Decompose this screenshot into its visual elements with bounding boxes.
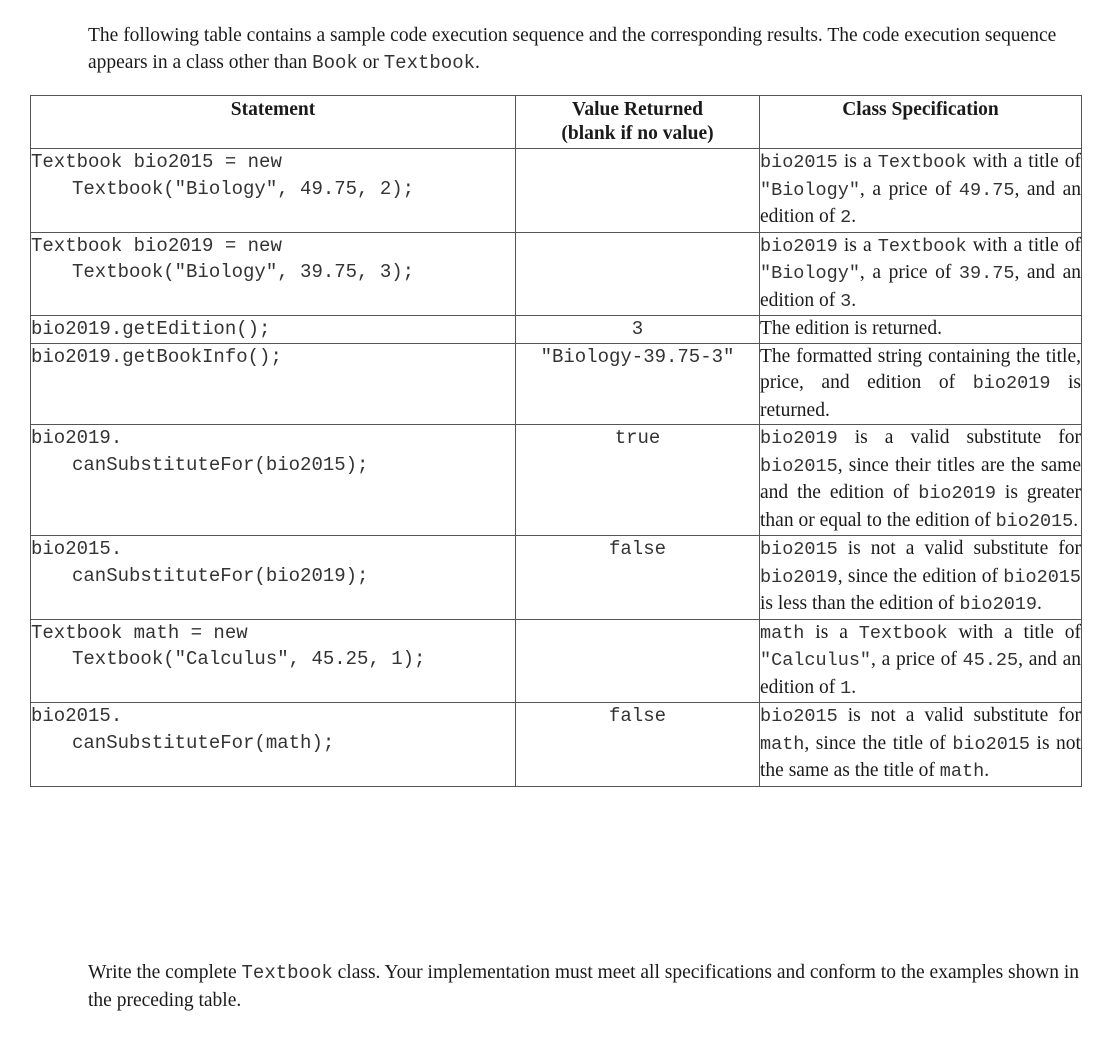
table-header-row	[31, 96, 1082, 149]
spec-text: The formatted string containing the title, price, and edition of	[760, 345, 1081, 393]
spec-code: Textbook	[858, 622, 948, 644]
outro-paragraph	[88, 959, 1083, 1015]
spec-code: Textbook	[877, 235, 967, 257]
value-returned-cell	[516, 232, 760, 316]
spec-text: is a valid substitute for	[837, 427, 1081, 448]
statement-cell	[31, 703, 516, 787]
spec-code: bio2019	[972, 373, 1051, 394]
spec-text: .	[984, 760, 990, 781]
intro-or: or	[357, 52, 384, 73]
table-row	[31, 343, 1082, 425]
spec-code: bio2015	[760, 152, 838, 173]
spec-text: with a title of	[966, 151, 1081, 172]
table-row	[31, 536, 1082, 620]
statement-cell	[31, 316, 516, 344]
spec-code: 3	[840, 290, 852, 312]
class-specification-cell	[760, 425, 1082, 536]
intro-end: .	[475, 52, 480, 73]
statement-line: Textbook bio2019 = new	[31, 234, 282, 257]
class-specification-cell	[760, 703, 1082, 787]
outro-text: Write the complete	[88, 962, 242, 983]
spec-code: bio2015	[1003, 566, 1081, 588]
header-value-returned	[516, 96, 760, 149]
intro-textbook-code: Textbook	[383, 52, 475, 74]
spec-code: bio2019	[760, 235, 838, 257]
statement-line: Textbook bio2015 = new	[31, 151, 282, 173]
spec-code: 45.25	[962, 650, 1019, 671]
intro-book-code: Book	[312, 52, 358, 74]
spec-text: , since the title of	[804, 732, 953, 754]
statement-cell	[31, 343, 516, 425]
statement-line: bio2015.	[31, 705, 123, 727]
statement-line: bio2015.	[31, 538, 123, 560]
spec-code: bio2015	[760, 539, 838, 560]
spec-text: with a title of	[947, 621, 1081, 643]
table-row	[31, 619, 1082, 703]
statement-cell	[31, 619, 516, 703]
spec-text: is less than the edition of	[760, 593, 960, 614]
statement-cell	[31, 425, 516, 536]
spec-text: , since the edition of	[837, 565, 1004, 587]
spec-text: , a price of	[859, 262, 959, 283]
intro-paragraph	[88, 22, 1078, 77]
spec-text: , and an edition of	[760, 178, 1081, 227]
spec-code: Textbook	[877, 152, 967, 173]
value-returned-cell: 3	[516, 316, 760, 344]
value-returned-cell: false	[516, 536, 760, 620]
table-row	[31, 316, 1082, 344]
class-specification-cell	[760, 149, 1082, 233]
spec-text: , a price of	[871, 649, 963, 670]
spec-text: , since their titles are the same and the edition of	[760, 454, 1081, 503]
statement-cell	[31, 536, 516, 620]
spec-text: , and an edition of	[760, 262, 1081, 311]
spec-code: 39.75	[958, 263, 1015, 284]
spec-code: 1	[840, 677, 852, 699]
header-value-line1: Value Returned	[572, 99, 703, 120]
header-value-line2: (blank if no value)	[561, 123, 714, 144]
statement-line: bio2019.	[31, 427, 123, 449]
spec-text: is not a valid substitute for	[837, 538, 1081, 559]
class-specification-cell	[760, 619, 1082, 703]
spec-text: is not a valid substitute for	[837, 705, 1081, 726]
class-specification-cell	[760, 536, 1082, 620]
outro-textbook-code: Textbook	[241, 962, 333, 984]
value-returned-cell	[516, 619, 760, 703]
spec-text: is not the same as the title of	[760, 732, 1081, 781]
spec-code: 2	[840, 207, 852, 228]
table-row	[31, 703, 1082, 787]
spec-code: bio2015	[952, 733, 1031, 755]
spec-code: bio2015	[760, 706, 838, 727]
intro-text: The following table contains a sample code execution sequence and the corresponding results. The code execution sequence appears in a class other than	[88, 25, 1057, 73]
statement-continuation: canSubstituteFor(math);	[72, 731, 335, 754]
statement-continuation: Textbook("Calculus", 45.25, 1);	[72, 648, 426, 670]
spec-text: , and an edition of	[760, 649, 1081, 698]
class-specification-cell	[760, 316, 1082, 344]
spec-code: bio2015	[760, 455, 838, 477]
spec-code: 49.75	[958, 179, 1015, 201]
class-specification-cell	[760, 232, 1082, 316]
statement-continuation: Textbook("Biology", 39.75, 3);	[72, 261, 415, 283]
spec-code: "Biology"	[760, 263, 860, 284]
spec-text: , a price of	[859, 178, 959, 200]
value-returned-cell: "Biology-39.75-3"	[516, 343, 760, 425]
outro-text-2: class. Your implementation must meet all specifications and conform to the examples shown in the preceding table.	[88, 962, 1080, 1011]
value-returned-cell	[516, 149, 760, 233]
header-statement: Statement	[31, 96, 516, 149]
spec-text: is returned.	[760, 372, 1082, 421]
statement-line: bio2019.getBookInfo();	[31, 345, 282, 368]
statement-cell	[31, 149, 516, 233]
table-row	[31, 425, 1082, 536]
spec-text: .	[1073, 509, 1079, 531]
spec-code: math	[939, 761, 985, 782]
statement-line: bio2019.getEdition();	[31, 318, 271, 340]
spec-code: bio2019	[760, 428, 838, 449]
spec-code: "Biology"	[760, 179, 860, 201]
spec-text: is greater than or equal to the edition of	[760, 482, 1081, 531]
spec-text: The edition is returned.	[760, 318, 942, 339]
statement-continuation: Textbook("Biology", 49.75, 2);	[72, 177, 415, 200]
spec-text: is a	[837, 234, 878, 256]
statement-line: Textbook math = new	[31, 621, 248, 644]
spec-text: is a	[804, 621, 859, 643]
spec-text: .	[851, 289, 857, 311]
spec-code: math	[760, 622, 805, 644]
statement-continuation: canSubstituteFor(bio2015);	[72, 453, 369, 476]
spec-text: .	[851, 676, 857, 698]
spec-code: bio2019	[760, 566, 838, 588]
spec-text: is a	[837, 151, 878, 172]
statement-cell	[31, 232, 516, 316]
spec-text: .	[1037, 593, 1042, 614]
spec-code: "Calculus"	[760, 650, 872, 671]
class-specification-cell	[760, 343, 1082, 425]
table-row	[31, 149, 1082, 233]
value-returned-cell: false	[516, 703, 760, 787]
spec-code: math	[760, 733, 805, 755]
spec-code: bio2015	[995, 510, 1074, 532]
table-body	[31, 149, 1082, 787]
value-returned-cell: true	[516, 425, 760, 536]
table-row	[31, 232, 1082, 316]
spec-text: with a title of	[966, 234, 1081, 256]
spec-code: bio2019	[959, 594, 1038, 615]
spec-code: bio2019	[918, 483, 996, 504]
statement-continuation: canSubstituteFor(bio2019);	[72, 564, 369, 587]
spec-text: .	[851, 206, 857, 227]
example-table	[30, 95, 1082, 787]
header-class-specification: Class Specification	[760, 96, 1082, 149]
